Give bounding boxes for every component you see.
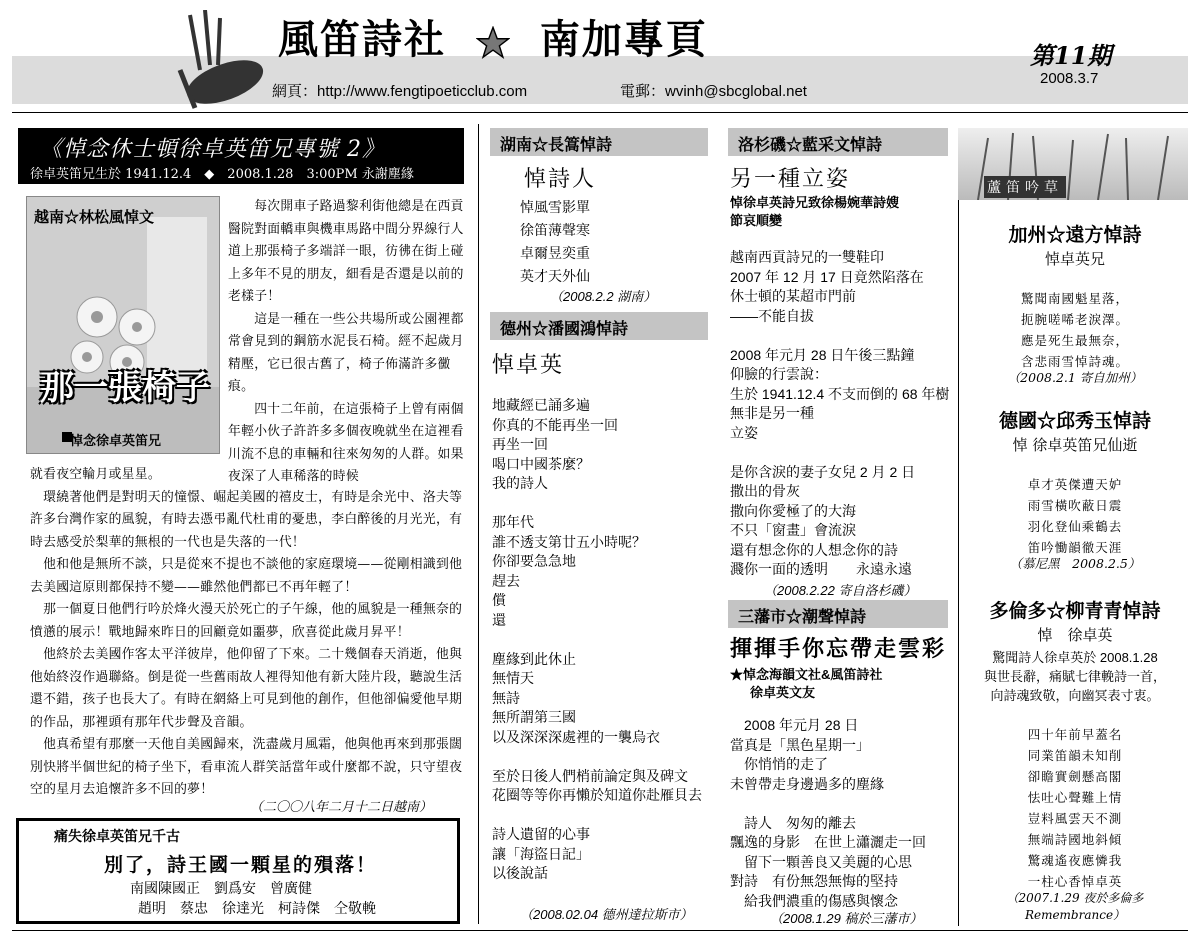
poem-title-hunan: 悼詩人 bbox=[524, 167, 597, 192]
poem-subtitle-la: 悼徐卓英詩兄致徐楊婉華詩嫂 節哀順變 bbox=[730, 195, 900, 228]
section-head-sf: 三藩市☆潮聲悼詩 bbox=[728, 600, 948, 628]
column-4-border bbox=[958, 200, 959, 926]
poem-title-toronto: 悼 徐卓英 bbox=[1037, 626, 1113, 644]
section-head-ca: 加州☆遠方悼詩 bbox=[1008, 225, 1142, 246]
title-left: 風笛詩社 bbox=[278, 16, 446, 63]
poem-date-hunan: （2008.2.2 湖南） bbox=[550, 289, 657, 304]
chair-photo bbox=[26, 196, 220, 454]
photo-caption: 悼念徐卓英笛兄 bbox=[70, 433, 162, 448]
section-head-texas: 德州☆潘國鴻悼詩 bbox=[490, 312, 708, 340]
poem-date-germany: （慕尼黑 2008.2.5） bbox=[1009, 556, 1141, 571]
feature-subline: 徐卓英笛兄生於 1941.12.4 ◆ 2008.1.28 3:00PM 永謝塵緣 bbox=[30, 167, 414, 182]
poem-title-la: 另一種立姿 bbox=[730, 167, 851, 192]
section-head-la: 洛杉磯☆藍采文悼詩 bbox=[728, 128, 948, 156]
poem-sf: 2008 年元月 28 日 當真是「黑色星期一」 你悄悄的走了 未曾帶走身邊過多的塵緣 詩人 匆匆的離去 飄逸的身影 在世上瀟灑走一回 留下一顆善良又美麗的心思 對詩 有份無怨無悔的堅持 給我們濃重的傷感與懷念 bbox=[730, 717, 926, 909]
memorial-names-2: 趙明 蔡忠 徐達光 柯詩傑 仝敬輓 bbox=[138, 900, 376, 916]
star-icon bbox=[476, 26, 510, 60]
poem-date-sf: （2008.1.29 稿於三藩市） bbox=[770, 911, 923, 926]
section-head-germany: 德國☆邱秀玉悼詩 bbox=[998, 411, 1151, 432]
email-link[interactable]: 電郵：wvinh@sbcglobal.net bbox=[620, 83, 807, 100]
poem-texas: 地藏經已誦多遍 你真的不能再坐一回 再坐一回 喝口中國茶麼？ 我的詩人 那年代 誰不透支第廿五小時呢？ 你卻要急急地 趕去 償 還 塵緣到此休止 無情天 無詩 無所謂第三國 以及深深深處裡的一襲烏衣 至於日後人們梢前論定與及碑文 花圈等等你再懶於知道你赴雁貝去 詩人遺留的心事 讓「海盜日記」 以後說話 bbox=[492, 397, 702, 881]
memorial-names-1: 南國陳國正 劉爲安 曾廣健 bbox=[130, 880, 312, 896]
poem-subtitle-sf-2: 徐卓英文友 bbox=[750, 685, 816, 700]
issue-date: 2008.3.7 bbox=[1040, 70, 1099, 87]
reed-banner-label: 蘆笛吟草 bbox=[984, 176, 1066, 198]
poem-germany: 卓才英傑遭天妒 雨雪橫吹蔽日震 羽化登仙乘鶴去 笛吟慟韻徹天涯 bbox=[1027, 477, 1123, 555]
essay-signature: （二〇〇八年二月十二日越南） bbox=[250, 800, 433, 815]
header-divider bbox=[12, 112, 1188, 113]
poem-title-ca: 悼卓英兄 bbox=[1044, 250, 1105, 268]
poem-la: 越南西貢詩兄的一雙鞋印 2007 年 12 月 17 日竟然陷落在 休士頓的某超市門前 ——不能自拔 2008 年元月 28 日午後三點鐘 仰臉的行雲說： 生於 1941.12.4 不支而倒的 68 年樹 無非是另一種 立姿 是你含淚的妻子女兒 2 月 2 日 撒出的骨灰 撒向你愛極了的大海 不只「窗畫」會流淚 還有想念你的人想念你的詩 濺你一面的透明 永遠永遠 bbox=[730, 249, 950, 577]
poem-intro-toronto: 驚聞詩人徐卓英於 2008.1.28 與世長辭，痛賦七律輓詩一首， 向詩魂致敬，向幽冥表寸衷。 bbox=[983, 650, 1166, 703]
feature-headline: 《悼念休士頓徐卓英笛兄專號 2》 bbox=[40, 137, 385, 162]
footer-divider bbox=[12, 930, 1188, 931]
column-divider bbox=[478, 124, 479, 924]
poem-title-sf: 揮揮手你忘帶走雲彩 bbox=[730, 636, 947, 662]
poem-title-germany: 悼 徐卓英笛兄仙逝 bbox=[1012, 436, 1138, 454]
website-link[interactable]: 網頁：http://www.fengtipoeticclub.com bbox=[272, 83, 528, 100]
title-right: 南加專頁 bbox=[539, 16, 708, 63]
flower-photo-icon bbox=[27, 197, 219, 453]
memorial-title: 別了，詩王國一顆星的殞落！ bbox=[104, 854, 378, 876]
page-title bbox=[278, 8, 858, 65]
photo-title: 那一張椅子 bbox=[40, 369, 210, 407]
poem-date-ca: （2008.2.1 寄自加州） bbox=[1007, 370, 1143, 385]
poem-subtitle-sf-1: ★悼念海韻文社&風笛詩社 bbox=[730, 667, 883, 682]
photo-author: 越南☆林松風悼文 bbox=[34, 209, 155, 226]
poem-title-texas: 悼卓英 bbox=[492, 353, 565, 378]
bagpipe-icon bbox=[160, 10, 270, 110]
poem-toronto: 四十年前早蓋名 同業笛韻未知削 卻瞻實劍懸高閣 怯吐心聲難上情 豈料風雲天不測 無端詩國地斜傾 驚魂遙夜應憐我 一柱心香悼卓英 bbox=[1027, 727, 1123, 889]
poem-ca: 驚聞南國魁星落， 扼腕嗟唏老淚澤。 應是死生最無奈， 含悲雨雪悼詩魂。 bbox=[1020, 291, 1129, 369]
essay-part-1: 每次開車子路過黎利街他總是在西貢醫院對面轎車與機車馬路中間分界線行人道上那張椅子多端詳一眼，彷彿在街上碰上多年不見的朋友，細看是否還是以前的老樣子！ 這是一種在一些公共場所或公園裡都常會見到的鋼筋水泥長石椅。經不起歲月精壓，它已很古舊了，椅子佈滿許多黴痕。 四十二年前，在這張椅子上曾有兩個年輕小伙子許許多多個夜晚就坐在這裡看川流不息的車輛和往來匆匆的人群。如果夜深了人車稀落的時候 bbox=[228, 199, 464, 484]
poem-date-texas: （2008.02.04 德州達拉斯市） bbox=[520, 907, 693, 922]
memorial-heading: 痛失徐卓英笛兄千古 bbox=[54, 828, 180, 844]
section-head-toronto: 多倫多☆柳青青悼詩 bbox=[989, 601, 1161, 622]
poem-date-la: （2008.2.22 寄自洛杉磯） bbox=[764, 583, 917, 598]
poem-date-toronto: （2007.1.29 夜於多倫多 Remembrance） bbox=[1006, 891, 1144, 922]
essay-part-2: 就看夜空輪月或星星。 環繞著他們是對明天的憧憬、崛起美國的禧皮士，有時是余光中、洛夫等許多台灣作家的風貌，有時去憑弔亂代杜甫的憂患，李白醉後的月光光，有時去感受於梨華的無根的一代也是失落的一代！ 他和他是無所不談，只是從來不提也不談他的家庭環境——從剛相識到他去美國這原則都保持不變——雖然他們都已不再年輕了！ 那一個夏日他們行吟於烽火漫天於死亡的子午線，他的風貌是一種無奈的憤懣的展示！戰地歸來昨日的回顧竟如噩夢，欣喜從此歲月昇平！ 他終於去美國作客太平洋彼岸，他仰留了下來。二十幾個春天消逝，他與他始終沒作過聯絡。倒是從一些舊雨故人裡得知他有新大陸片段，聽說生活還不錯，孩子也長大了。有時在網絡上可見到他的創作，但他卻偏愛他早期的作品，那裡頭有那年代步聲及音韻。 他真希望有那麼一天他自美國歸來，洗盡歲月風霜，他與他再來到那張闊別快將半個世紀的椅子坐下，看車流人群笑話當年或什麼都不說，只守望夜空的星月去追懷許多不回的夢！ bbox=[30, 467, 463, 797]
poem-hunan: 悼風雪影單 徐笛薄聲寒 卓爾昱奕重 英才天外仙 bbox=[520, 199, 590, 284]
issue-number: 第11期 bbox=[1030, 41, 1112, 70]
section-head-hunan: 湖南☆長篙悼詩 bbox=[490, 128, 708, 156]
